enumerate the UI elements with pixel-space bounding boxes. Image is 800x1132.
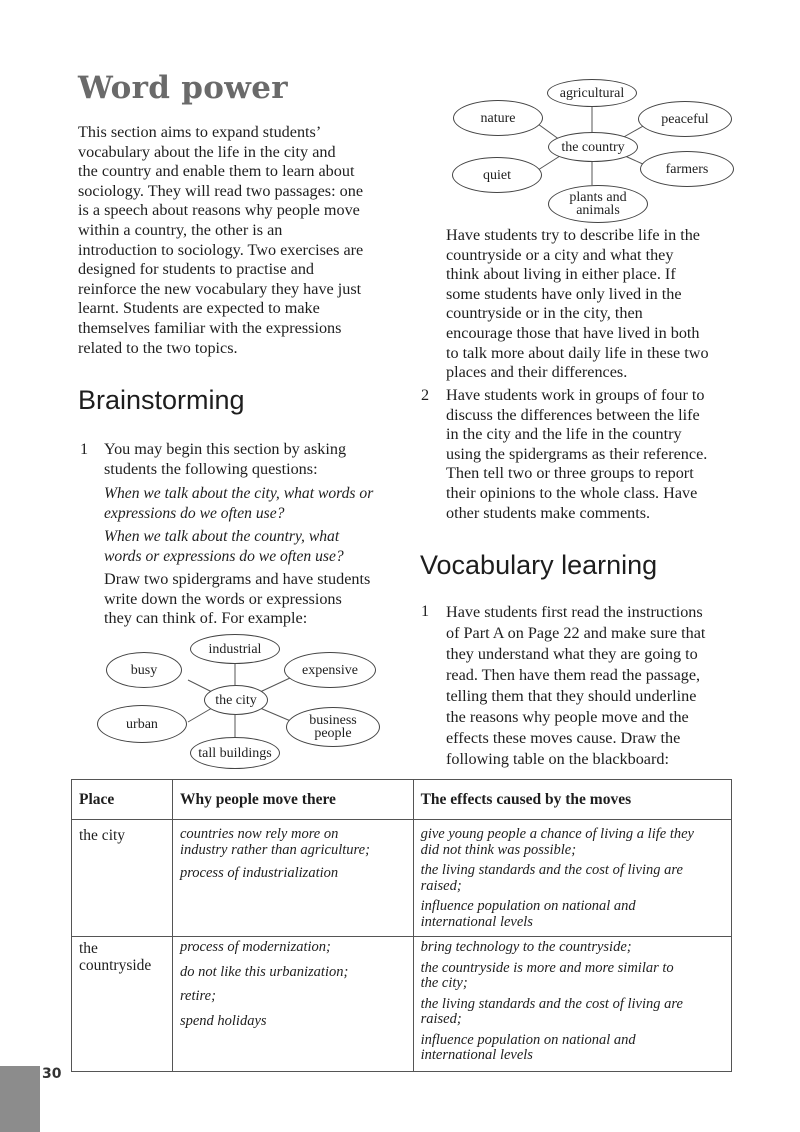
city-node-tall-buildings: tall buildings <box>190 737 280 769</box>
text-line: following table on the blackboard: <box>446 750 669 768</box>
table-row <box>72 820 732 937</box>
text-line: bring technology to the countryside; <box>420 939 632 955</box>
text-line: Then tell two or three groups to report <box>446 464 694 483</box>
item-number: 1 <box>80 440 89 458</box>
intro-line: vocabulary about the life in the city and <box>78 142 336 161</box>
city-node-center: the city <box>204 685 268 715</box>
text-line: countryside or a city and what they <box>446 245 674 264</box>
why-entry: process of modernization; <box>179 939 331 955</box>
intro-line: related to the two topics. <box>78 338 238 357</box>
text-line: to talk more about daily life in these two <box>446 343 709 362</box>
why-list <box>173 820 413 882</box>
node-line: people <box>314 726 352 741</box>
brainstorming-heading: Brainstorming <box>78 385 245 415</box>
vocabulary-heading: Vocabulary learning <box>420 550 658 580</box>
city-node-expensive: expensive <box>284 652 376 688</box>
place-countryside <box>72 937 172 974</box>
text-line: read. Then have them read the passage, <box>446 666 701 684</box>
text-line: other students make comments. <box>446 503 651 522</box>
text-line: did not think was possible; <box>420 841 577 858</box>
city-node-urban: urban <box>97 705 187 743</box>
text-line: Have students work in groups of four to <box>446 386 705 404</box>
why-cell <box>172 937 413 1072</box>
header-why: Why people move there <box>172 780 413 820</box>
text-line: process of industrialization <box>179 865 339 881</box>
text-line: countries now rely more on <box>179 826 339 842</box>
why-entry <box>180 866 406 882</box>
effect-entry <box>421 827 724 858</box>
text-line: influence population on national and <box>420 898 636 914</box>
country-node-quiet: quiet <box>452 157 542 193</box>
reasons-effects-table <box>71 779 732 1072</box>
text-line: they can think of. For example: <box>104 609 308 628</box>
intro-line: learnt. Students are expected to make <box>78 299 320 318</box>
node-line: business <box>309 713 357 728</box>
text-line: some students have only lived in the <box>446 284 682 303</box>
why-list <box>173 937 413 1029</box>
place-city <box>72 820 172 844</box>
brainstorming-item-2 <box>446 386 707 523</box>
text-line: of Part A on Page 22 and make sure that <box>446 624 706 642</box>
intro-line: This section aims to expand students’ <box>78 123 322 141</box>
text-line: international levels <box>420 1047 533 1063</box>
header-place: Place <box>72 780 173 820</box>
text-line: When we talk about the city, what words or <box>104 485 374 502</box>
city-node-busy: busy <box>106 652 182 688</box>
intro-line: within a country, the other is an <box>78 220 283 239</box>
node-line: plants and <box>569 190 627 205</box>
text-line: You may begin this section by asking <box>104 440 347 458</box>
effect-entry <box>421 1033 724 1064</box>
text-line: effects these moves cause. Draw the <box>446 729 681 747</box>
text-line: the <box>79 940 98 957</box>
effect-entry <box>421 997 724 1028</box>
place-cell <box>72 820 173 937</box>
intro-line: reinforce the new vocabulary they have just <box>78 279 362 298</box>
country-node-plants-animals <box>548 185 648 223</box>
text-line: the city; <box>420 975 468 991</box>
effects-cell <box>413 937 731 1072</box>
text-line: Draw two spidergrams and have students <box>104 570 371 588</box>
node-line: animals <box>576 203 620 218</box>
text-line: raised; <box>420 877 462 894</box>
text-line: countryside <box>79 957 152 974</box>
text-line: countryside or in the city, then <box>446 304 643 323</box>
city-node-industrial: industrial <box>190 634 280 664</box>
page-edge-tab <box>0 1066 40 1132</box>
why-entry <box>180 827 406 858</box>
text-line: telling them that they should underline <box>446 687 697 705</box>
why-cell <box>172 820 413 937</box>
vocabulary-item-1 <box>446 602 705 770</box>
intro-line: themselves familiar with the expressions <box>78 318 342 337</box>
text-line: industry rather than agriculture; <box>179 841 370 858</box>
text-line: encourage those that have lived in both <box>446 323 700 342</box>
text-line: their opinions to the whole class. Have <box>446 483 698 502</box>
place-cell <box>72 937 173 1072</box>
text-line: the living standards and the cost of living are <box>420 862 683 878</box>
effect-entry <box>421 961 724 992</box>
country-node-nature: nature <box>453 100 543 136</box>
text-line: influence population on national and <box>420 1031 636 1048</box>
intro-line: designed for students to practise and <box>78 260 315 279</box>
country-node-agricultural: agricultural <box>547 79 637 107</box>
text-line: places and their differences. <box>446 363 628 382</box>
text-line: they understand what they are going to <box>446 645 698 663</box>
text-line: give young people a chance of living a life they <box>420 826 694 842</box>
why-entry: spend holidays <box>179 1012 267 1029</box>
text-line: using the spidergrams as their reference. <box>446 444 708 463</box>
text-line: students the following questions: <box>104 459 318 478</box>
effect-entry <box>421 899 724 930</box>
why-entry: retire; <box>179 988 216 1004</box>
text-line: the reasons why people move and the <box>446 708 689 726</box>
text-line: Have students first read the instructions <box>446 603 703 621</box>
text-line: When we talk about the country, what <box>104 528 340 545</box>
effect-entry <box>421 940 724 956</box>
text-line: words or expressions do we often use? <box>104 548 344 565</box>
text-line: the living standards and the cost of living are <box>420 995 683 1012</box>
text-line: raised; <box>420 1011 462 1027</box>
table-row <box>72 937 732 1072</box>
country-node-center: the country <box>548 132 638 162</box>
text-line: international levels <box>420 913 533 930</box>
text-line: think about living in either place. If <box>446 265 676 284</box>
intro-line: the country and enable them to learn about <box>78 162 355 181</box>
page-title: Word power <box>78 70 288 106</box>
text-line: expressions do we often use? <box>104 505 285 522</box>
text-line: in the city and the life in the country <box>446 425 682 444</box>
text-line: write down the words or expressions <box>104 589 342 608</box>
intro-line: is a speech about reasons why people move <box>78 201 360 220</box>
header-effects: The effects caused by the moves <box>413 780 731 820</box>
effect-entry <box>421 863 724 894</box>
text-line: Have students try to describe life in the <box>446 226 700 244</box>
describe-life-paragraph <box>446 226 709 383</box>
effects-cell <box>413 820 731 937</box>
intro-line: sociology. They will read two passages: one <box>78 181 364 200</box>
page-number: 30 <box>42 1066 62 1082</box>
text-line: the countryside is more and more similar to <box>420 959 674 976</box>
item-number: 2 <box>421 386 430 404</box>
country-node-farmers: farmers <box>640 151 734 187</box>
text-line: discuss the differences between the life <box>446 405 700 424</box>
item-number: 1 <box>421 602 430 620</box>
effects-list <box>414 820 731 930</box>
effects-list <box>414 937 731 1064</box>
why-entry: do not like this urbanization; <box>179 963 349 980</box>
text-line: the city <box>79 827 126 844</box>
country-node-peaceful: peaceful <box>638 101 732 137</box>
table-header-row <box>72 780 732 820</box>
intro-line: introduction to sociology. Two exercises are <box>78 240 364 259</box>
